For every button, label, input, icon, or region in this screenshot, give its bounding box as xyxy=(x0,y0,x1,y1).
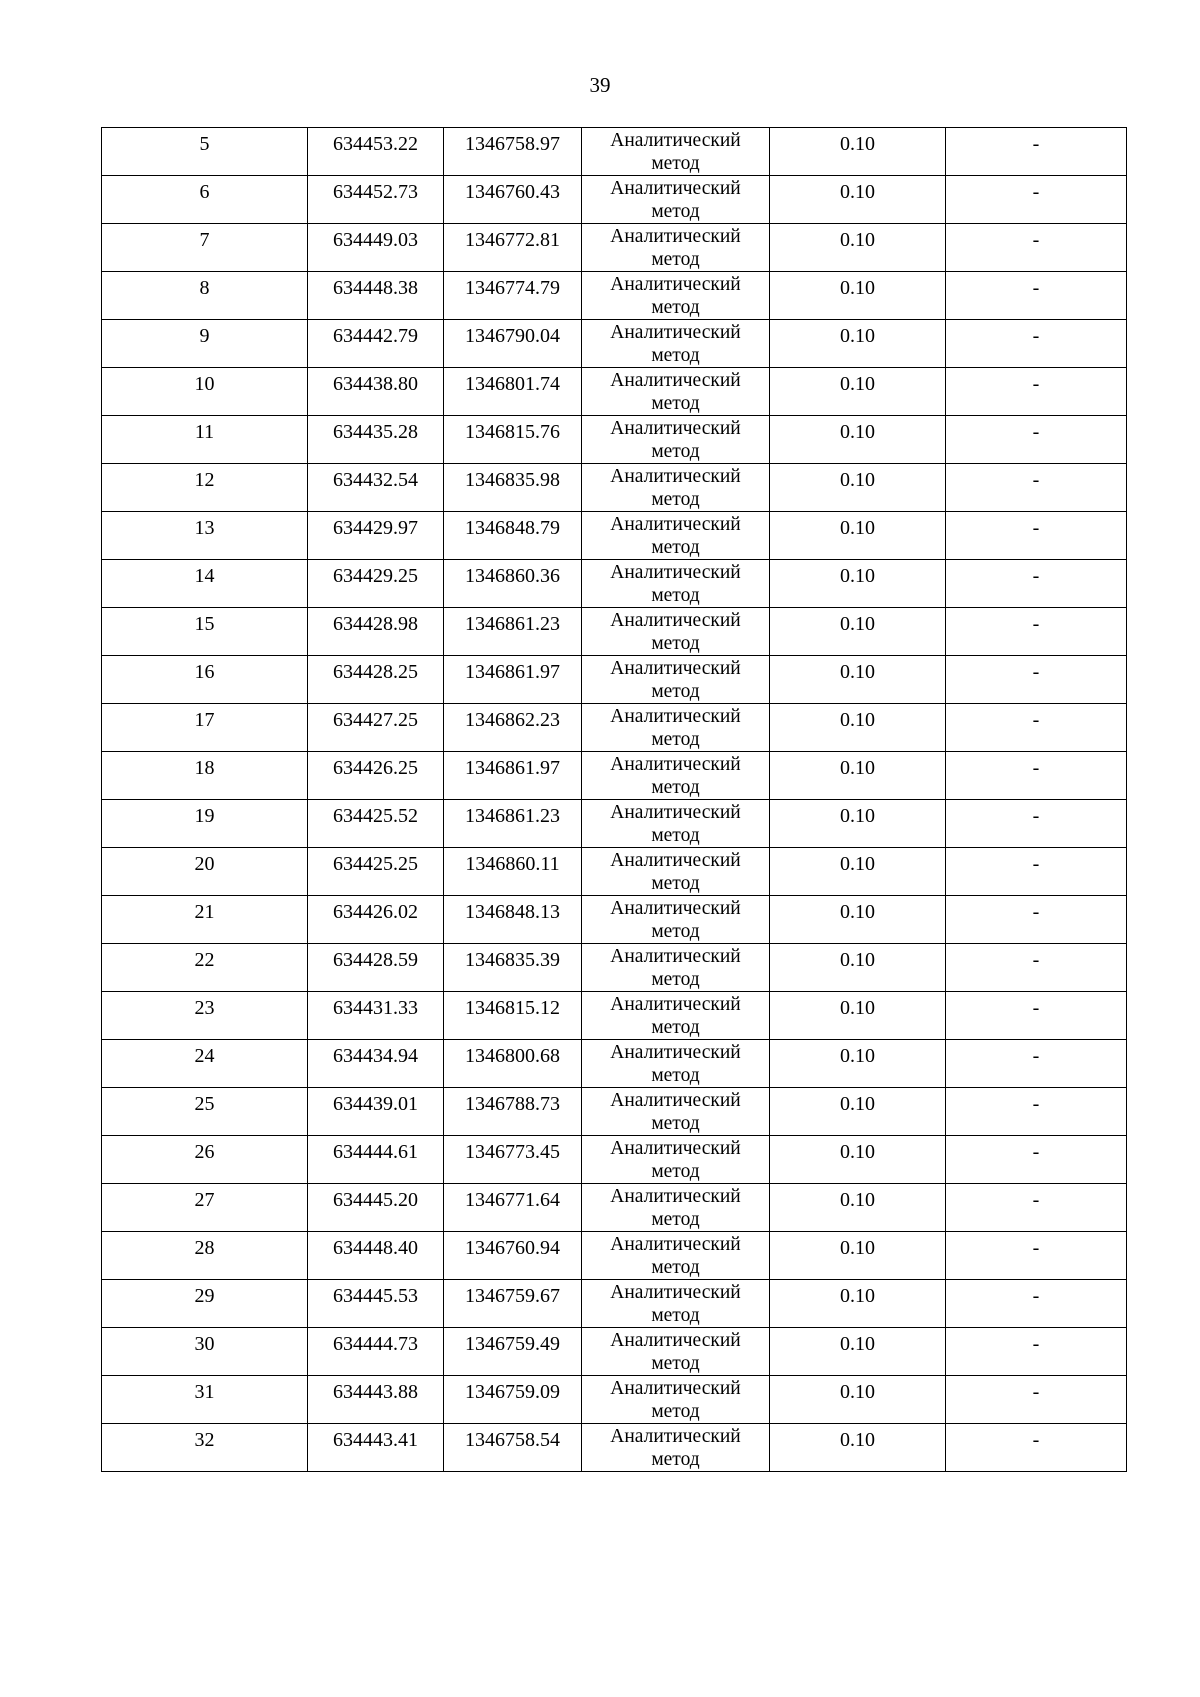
y-coordinate-cell: 1346759.49 xyxy=(444,1328,582,1376)
accuracy-cell: 0.10 xyxy=(770,560,946,608)
x-coordinate-cell: 634444.61 xyxy=(308,1136,444,1184)
accuracy-cell: 0.10 xyxy=(770,752,946,800)
point-number-cell: 16 xyxy=(102,656,308,704)
method-line-2: метод xyxy=(651,825,700,846)
point-number-cell: 14 xyxy=(102,560,308,608)
point-number-cell: 11 xyxy=(102,416,308,464)
method-cell xyxy=(582,128,770,176)
method-line-1: Аналитический xyxy=(610,898,741,919)
y-coordinate-cell: 1346861.97 xyxy=(444,752,582,800)
x-coordinate-cell: 634434.94 xyxy=(308,1040,444,1088)
x-coordinate-cell: 634427.25 xyxy=(308,704,444,752)
point-number-cell: 27 xyxy=(102,1184,308,1232)
method-line-1: Аналитический xyxy=(610,1378,741,1399)
method-line-2: метод xyxy=(651,393,700,414)
table-row xyxy=(102,1424,1127,1472)
x-coordinate-cell: 634429.97 xyxy=(308,512,444,560)
method-line-1: Аналитический xyxy=(610,658,741,679)
method-cell xyxy=(582,560,770,608)
method-cell xyxy=(582,512,770,560)
point-number-cell: 32 xyxy=(102,1424,308,1472)
point-number-cell: 19 xyxy=(102,800,308,848)
page-number: 39 xyxy=(589,73,611,97)
point-number-cell: 26 xyxy=(102,1136,308,1184)
point-number-cell: 22 xyxy=(102,944,308,992)
method-cell xyxy=(582,464,770,512)
point-number-cell: 6 xyxy=(102,176,308,224)
y-coordinate-cell: 1346862.23 xyxy=(444,704,582,752)
table-row xyxy=(102,560,1127,608)
y-coordinate-cell: 1346759.67 xyxy=(444,1280,582,1328)
description-cell: - xyxy=(946,1424,1127,1472)
table-row xyxy=(102,1088,1127,1136)
method-cell xyxy=(582,608,770,656)
method-line-2: метод xyxy=(651,921,700,942)
table-row xyxy=(102,944,1127,992)
description-cell: - xyxy=(946,416,1127,464)
method-cell xyxy=(582,848,770,896)
table-row xyxy=(102,800,1127,848)
method-line-1: Аналитический xyxy=(610,1234,741,1255)
point-number-cell: 17 xyxy=(102,704,308,752)
description-cell: - xyxy=(946,704,1127,752)
method-line-1: Аналитический xyxy=(610,322,741,343)
method-line-1: Аналитический xyxy=(610,274,741,295)
method-line-1: Аналитический xyxy=(610,754,741,775)
method-line-1: Аналитический xyxy=(610,226,741,247)
method-cell xyxy=(582,896,770,944)
method-line-2: метод xyxy=(651,201,700,222)
method-line-1: Аналитический xyxy=(610,994,741,1015)
method-line-2: метод xyxy=(651,345,700,366)
y-coordinate-cell: 1346860.36 xyxy=(444,560,582,608)
x-coordinate-cell: 634428.98 xyxy=(308,608,444,656)
description-cell: - xyxy=(946,464,1127,512)
table-row xyxy=(102,512,1127,560)
table-row xyxy=(102,1280,1127,1328)
x-coordinate-cell: 634444.73 xyxy=(308,1328,444,1376)
accuracy-cell: 0.10 xyxy=(770,1280,946,1328)
y-coordinate-cell: 1346790.04 xyxy=(444,320,582,368)
accuracy-cell: 0.10 xyxy=(770,1184,946,1232)
method-line-2: метод xyxy=(651,1161,700,1182)
method-line-2: метод xyxy=(651,969,700,990)
point-number-cell: 18 xyxy=(102,752,308,800)
method-cell xyxy=(582,1376,770,1424)
table-row xyxy=(102,1376,1127,1424)
accuracy-cell: 0.10 xyxy=(770,1328,946,1376)
method-line-2: метод xyxy=(651,1449,700,1470)
table-row xyxy=(102,320,1127,368)
point-number-cell: 30 xyxy=(102,1328,308,1376)
accuracy-cell: 0.10 xyxy=(770,224,946,272)
method-line-1: Аналитический xyxy=(610,610,741,631)
method-line-2: метод xyxy=(651,249,700,270)
method-line-2: метод xyxy=(651,1353,700,1374)
point-number-cell: 31 xyxy=(102,1376,308,1424)
accuracy-cell: 0.10 xyxy=(770,944,946,992)
method-line-1: Аналитический xyxy=(610,946,741,967)
y-coordinate-cell: 1346774.79 xyxy=(444,272,582,320)
method-cell xyxy=(582,1040,770,1088)
x-coordinate-cell: 634425.25 xyxy=(308,848,444,896)
x-coordinate-cell: 634439.01 xyxy=(308,1088,444,1136)
point-number-cell: 8 xyxy=(102,272,308,320)
accuracy-cell: 0.10 xyxy=(770,704,946,752)
method-cell xyxy=(582,1184,770,1232)
x-coordinate-cell: 634448.40 xyxy=(308,1232,444,1280)
table-row xyxy=(102,1136,1127,1184)
description-cell: - xyxy=(946,224,1127,272)
y-coordinate-cell: 1346758.54 xyxy=(444,1424,582,1472)
x-coordinate-cell: 634438.80 xyxy=(308,368,444,416)
x-coordinate-cell: 634443.88 xyxy=(308,1376,444,1424)
x-coordinate-cell: 634445.53 xyxy=(308,1280,444,1328)
method-cell xyxy=(582,992,770,1040)
description-cell: - xyxy=(946,992,1127,1040)
y-coordinate-cell: 1346772.81 xyxy=(444,224,582,272)
method-line-2: метод xyxy=(651,873,700,894)
table-row xyxy=(102,224,1127,272)
method-cell xyxy=(582,1328,770,1376)
point-number-cell: 15 xyxy=(102,608,308,656)
method-cell xyxy=(582,272,770,320)
method-line-2: метод xyxy=(651,633,700,654)
point-number-cell: 13 xyxy=(102,512,308,560)
accuracy-cell: 0.10 xyxy=(770,1088,946,1136)
x-coordinate-cell: 634449.03 xyxy=(308,224,444,272)
point-number-cell: 20 xyxy=(102,848,308,896)
x-coordinate-cell: 634426.02 xyxy=(308,896,444,944)
y-coordinate-cell: 1346800.68 xyxy=(444,1040,582,1088)
point-number-cell: 5 xyxy=(102,128,308,176)
coordinates-table-body xyxy=(102,128,1127,1472)
table-row xyxy=(102,992,1127,1040)
method-line-1: Аналитический xyxy=(610,514,741,535)
description-cell: - xyxy=(946,512,1127,560)
method-line-1: Аналитический xyxy=(610,850,741,871)
method-line-1: Аналитический xyxy=(610,1138,741,1159)
method-line-1: Аналитический xyxy=(610,1186,741,1207)
y-coordinate-cell: 1346860.11 xyxy=(444,848,582,896)
table-row xyxy=(102,1232,1127,1280)
method-cell xyxy=(582,1280,770,1328)
accuracy-cell: 0.10 xyxy=(770,800,946,848)
description-cell: - xyxy=(946,1040,1127,1088)
method-cell xyxy=(582,1232,770,1280)
description-cell: - xyxy=(946,272,1127,320)
y-coordinate-cell: 1346759.09 xyxy=(444,1376,582,1424)
table-row xyxy=(102,416,1127,464)
point-number-cell: 7 xyxy=(102,224,308,272)
method-line-2: метод xyxy=(651,1257,700,1278)
method-cell xyxy=(582,320,770,368)
method-line-2: метод xyxy=(651,489,700,510)
description-cell: - xyxy=(946,656,1127,704)
accuracy-cell: 0.10 xyxy=(770,656,946,704)
method-line-2: метод xyxy=(651,441,700,462)
accuracy-cell: 0.10 xyxy=(770,128,946,176)
y-coordinate-cell: 1346848.79 xyxy=(444,512,582,560)
method-line-1: Аналитический xyxy=(610,1426,741,1447)
method-cell xyxy=(582,1136,770,1184)
table-row xyxy=(102,608,1127,656)
method-cell xyxy=(582,704,770,752)
description-cell: - xyxy=(946,800,1127,848)
x-coordinate-cell: 634445.20 xyxy=(308,1184,444,1232)
accuracy-cell: 0.10 xyxy=(770,176,946,224)
table-row xyxy=(102,704,1127,752)
method-line-1: Аналитический xyxy=(610,1042,741,1063)
y-coordinate-cell: 1346788.73 xyxy=(444,1088,582,1136)
method-line-2: метод xyxy=(651,1401,700,1422)
table-row xyxy=(102,1040,1127,1088)
method-line-2: метод xyxy=(651,777,700,798)
point-number-cell: 28 xyxy=(102,1232,308,1280)
description-cell: - xyxy=(946,560,1127,608)
y-coordinate-cell: 1346760.43 xyxy=(444,176,582,224)
x-coordinate-cell: 634452.73 xyxy=(308,176,444,224)
accuracy-cell: 0.10 xyxy=(770,1376,946,1424)
x-coordinate-cell: 634428.59 xyxy=(308,944,444,992)
y-coordinate-cell: 1346771.64 xyxy=(444,1184,582,1232)
method-line-2: метод xyxy=(651,537,700,558)
description-cell: - xyxy=(946,368,1127,416)
table-row xyxy=(102,656,1127,704)
method-cell xyxy=(582,1088,770,1136)
y-coordinate-cell: 1346760.94 xyxy=(444,1232,582,1280)
method-cell xyxy=(582,752,770,800)
table-row xyxy=(102,272,1127,320)
description-cell: - xyxy=(946,944,1127,992)
point-number-cell: 12 xyxy=(102,464,308,512)
description-cell: - xyxy=(946,896,1127,944)
accuracy-cell: 0.10 xyxy=(770,320,946,368)
accuracy-cell: 0.10 xyxy=(770,512,946,560)
table-row xyxy=(102,896,1127,944)
x-coordinate-cell: 634425.52 xyxy=(308,800,444,848)
point-number-cell: 21 xyxy=(102,896,308,944)
point-number-cell: 10 xyxy=(102,368,308,416)
point-number-cell: 24 xyxy=(102,1040,308,1088)
y-coordinate-cell: 1346861.97 xyxy=(444,656,582,704)
accuracy-cell: 0.10 xyxy=(770,848,946,896)
method-cell xyxy=(582,368,770,416)
method-line-2: метод xyxy=(651,729,700,750)
table-row xyxy=(102,176,1127,224)
y-coordinate-cell: 1346773.45 xyxy=(444,1136,582,1184)
method-line-2: метод xyxy=(651,1305,700,1326)
y-coordinate-cell: 1346861.23 xyxy=(444,608,582,656)
method-cell xyxy=(582,176,770,224)
method-line-1: Аналитический xyxy=(610,1282,741,1303)
method-line-2: метод xyxy=(651,1209,700,1230)
method-line-2: метод xyxy=(651,585,700,606)
method-line-1: Аналитический xyxy=(610,562,741,583)
method-line-2: метод xyxy=(651,1113,700,1134)
method-line-2: метод xyxy=(651,1017,700,1038)
description-cell: - xyxy=(946,848,1127,896)
method-line-1: Аналитический xyxy=(610,370,741,391)
description-cell: - xyxy=(946,320,1127,368)
point-number-cell: 29 xyxy=(102,1280,308,1328)
coordinates-table xyxy=(101,127,1127,1472)
y-coordinate-cell: 1346848.13 xyxy=(444,896,582,944)
table-row xyxy=(102,128,1127,176)
method-cell xyxy=(582,1424,770,1472)
y-coordinate-cell: 1346815.12 xyxy=(444,992,582,1040)
y-coordinate-cell: 1346801.74 xyxy=(444,368,582,416)
accuracy-cell: 0.10 xyxy=(770,896,946,944)
method-cell xyxy=(582,416,770,464)
description-cell: - xyxy=(946,1088,1127,1136)
method-cell xyxy=(582,656,770,704)
table-row xyxy=(102,752,1127,800)
method-line-1: Аналитический xyxy=(610,1330,741,1351)
table-row xyxy=(102,368,1127,416)
x-coordinate-cell: 634453.22 xyxy=(308,128,444,176)
method-line-1: Аналитический xyxy=(610,802,741,823)
accuracy-cell: 0.10 xyxy=(770,1040,946,1088)
method-line-1: Аналитический xyxy=(610,1090,741,1111)
point-number-cell: 25 xyxy=(102,1088,308,1136)
description-cell: - xyxy=(946,752,1127,800)
accuracy-cell: 0.10 xyxy=(770,608,946,656)
accuracy-cell: 0.10 xyxy=(770,416,946,464)
description-cell: - xyxy=(946,1280,1127,1328)
method-cell xyxy=(582,944,770,992)
description-cell: - xyxy=(946,1136,1127,1184)
y-coordinate-cell: 1346835.39 xyxy=(444,944,582,992)
description-cell: - xyxy=(946,608,1127,656)
table-row xyxy=(102,1184,1127,1232)
y-coordinate-cell: 1346835.98 xyxy=(444,464,582,512)
x-coordinate-cell: 634435.28 xyxy=(308,416,444,464)
point-number-cell: 23 xyxy=(102,992,308,1040)
y-coordinate-cell: 1346815.76 xyxy=(444,416,582,464)
description-cell: - xyxy=(946,176,1127,224)
table-row xyxy=(102,1328,1127,1376)
accuracy-cell: 0.10 xyxy=(770,368,946,416)
x-coordinate-cell: 634448.38 xyxy=(308,272,444,320)
description-cell: - xyxy=(946,1328,1127,1376)
method-cell xyxy=(582,800,770,848)
method-line-1: Аналитический xyxy=(610,706,741,727)
method-line-2: метод xyxy=(651,1065,700,1086)
x-coordinate-cell: 634443.41 xyxy=(308,1424,444,1472)
accuracy-cell: 0.10 xyxy=(770,1424,946,1472)
method-line-1: Аналитический xyxy=(610,418,741,439)
table-row xyxy=(102,848,1127,896)
point-number-cell: 9 xyxy=(102,320,308,368)
accuracy-cell: 0.10 xyxy=(770,272,946,320)
method-line-1: Аналитический xyxy=(610,130,741,151)
x-coordinate-cell: 634426.25 xyxy=(308,752,444,800)
x-coordinate-cell: 634432.54 xyxy=(308,464,444,512)
method-line-2: метод xyxy=(651,153,700,174)
x-coordinate-cell: 634431.33 xyxy=(308,992,444,1040)
accuracy-cell: 0.10 xyxy=(770,1136,946,1184)
x-coordinate-cell: 634429.25 xyxy=(308,560,444,608)
accuracy-cell: 0.10 xyxy=(770,464,946,512)
y-coordinate-cell: 1346758.97 xyxy=(444,128,582,176)
x-coordinate-cell: 634442.79 xyxy=(308,320,444,368)
method-line-1: Аналитический xyxy=(610,466,741,487)
method-line-2: метод xyxy=(651,297,700,318)
description-cell: - xyxy=(946,1184,1127,1232)
description-cell: - xyxy=(946,1376,1127,1424)
method-line-2: метод xyxy=(651,681,700,702)
y-coordinate-cell: 1346861.23 xyxy=(444,800,582,848)
description-cell: - xyxy=(946,1232,1127,1280)
method-cell xyxy=(582,224,770,272)
accuracy-cell: 0.10 xyxy=(770,1232,946,1280)
table-row xyxy=(102,464,1127,512)
x-coordinate-cell: 634428.25 xyxy=(308,656,444,704)
method-line-1: Аналитический xyxy=(610,178,741,199)
accuracy-cell: 0.10 xyxy=(770,992,946,1040)
description-cell: - xyxy=(946,128,1127,176)
